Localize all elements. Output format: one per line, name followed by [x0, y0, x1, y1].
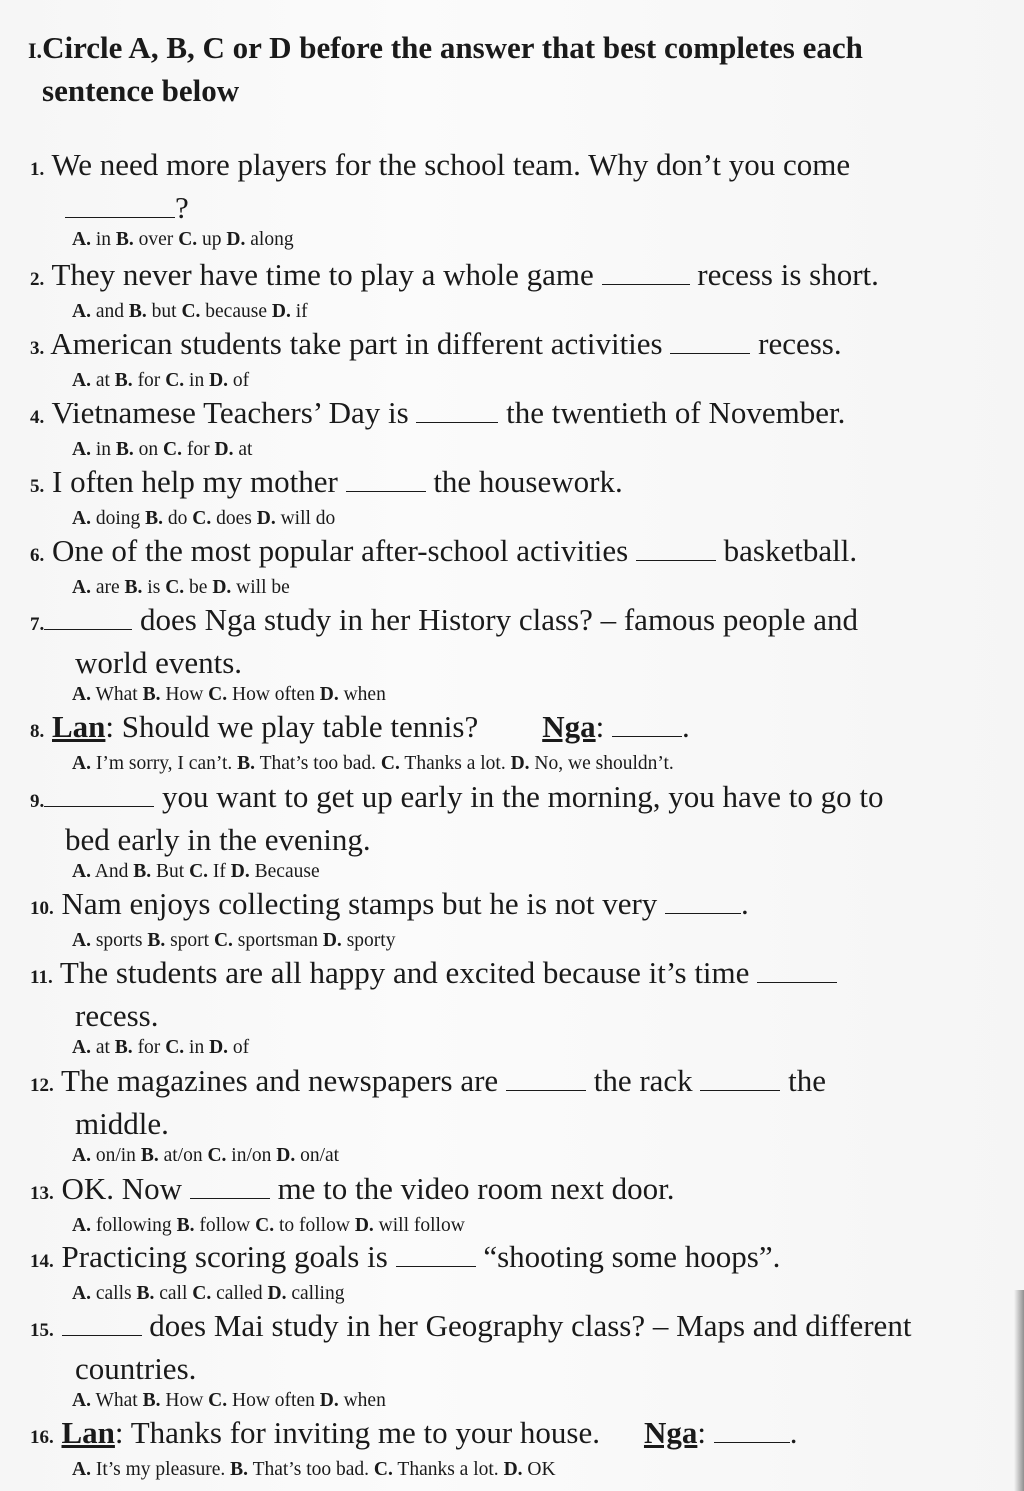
question-stem-end: recess is short. — [697, 257, 879, 292]
option-a-letter: A. — [72, 1145, 91, 1166]
question-stem-end: “shooting some hoops”. — [483, 1239, 781, 1274]
speaker-colon: : — [697, 1415, 706, 1450]
question-6 — [30, 532, 995, 601]
option-b[interactable]: sport — [170, 930, 210, 951]
option-c[interactable]: How often — [232, 684, 315, 705]
option-a-letter: A. — [72, 1283, 91, 1304]
question-number: 8. — [30, 721, 45, 742]
question-stem-start: OK. Now — [61, 1171, 183, 1206]
question-number: 1. — [30, 159, 45, 180]
option-c[interactable]: to follow — [278, 1215, 350, 1236]
question-16 — [30, 1414, 995, 1483]
option-c-letter: C. — [181, 301, 201, 322]
question-stem-end: . — [741, 886, 749, 921]
heading-line-2: sentence below — [42, 73, 240, 108]
option-d-letter: D. — [209, 370, 229, 391]
question-number: 2. — [30, 269, 45, 290]
answer-blank — [757, 956, 837, 983]
question-stem-end: the twentieth of November. — [506, 395, 846, 430]
option-c-letter: C. — [163, 439, 182, 460]
option-a-letter: A. — [72, 1459, 91, 1480]
question-continuation — [30, 189, 995, 227]
option-a[interactable]: doing — [95, 508, 141, 529]
question-number: 9. — [30, 791, 45, 812]
option-b-letter: B. — [114, 370, 133, 391]
option-c-letter: C. — [380, 753, 400, 774]
option-d[interactable]: OK — [527, 1459, 556, 1480]
option-c-letter: C. — [165, 1037, 185, 1058]
question-stem-end: . — [681, 709, 690, 744]
answer-options — [30, 928, 995, 954]
option-b[interactable]: do — [167, 508, 188, 529]
option-d-letter: D. — [319, 1390, 339, 1411]
option-b[interactable]: How — [165, 1390, 204, 1411]
option-d[interactable]: will follow — [378, 1215, 465, 1236]
option-a-letter: A. — [72, 1037, 91, 1058]
answer-blank — [602, 258, 690, 285]
answer-options — [30, 859, 995, 885]
option-a[interactable]: calls — [95, 1283, 132, 1304]
option-d-letter: D. — [256, 508, 276, 529]
option-c[interactable]: does — [216, 508, 252, 529]
option-d[interactable]: calling — [291, 1283, 345, 1304]
question-stem-start: The magazines and newspapers are — [60, 1063, 499, 1098]
option-d[interactable]: will be — [236, 577, 290, 598]
question-stem: does Mai study in her Geography class? – Maps and different — [149, 1308, 912, 1343]
option-a[interactable]: in — [95, 439, 112, 460]
option-b-letter: B. — [147, 930, 166, 951]
speaker-nga: Nga — [542, 709, 596, 744]
option-c[interactable]: Thanks a lot. — [404, 753, 506, 774]
option-d[interactable]: along — [250, 229, 294, 250]
question-stem-end: the housework. — [433, 464, 623, 499]
option-a[interactable]: What — [95, 684, 138, 705]
option-c-letter: C. — [189, 861, 209, 882]
option-d-letter: D. — [276, 1145, 296, 1166]
question-stem-end: the — [788, 1063, 827, 1098]
option-b-letter: B. — [124, 577, 143, 598]
option-c[interactable]: called — [216, 1283, 263, 1304]
option-a[interactable]: It’s my pleasure. — [95, 1459, 226, 1480]
option-b[interactable]: for — [137, 1037, 161, 1058]
question-number: 7. — [30, 614, 45, 635]
option-c[interactable]: in — [189, 1037, 205, 1058]
option-d-letter: D. — [271, 301, 291, 322]
option-d[interactable]: will do — [280, 508, 336, 529]
option-d-letter: D. — [510, 753, 530, 774]
question-text — [30, 885, 995, 928]
option-b[interactable]: That’s too bad. — [259, 753, 377, 774]
option-b[interactable]: over — [138, 229, 174, 250]
option-a[interactable]: and — [95, 301, 124, 322]
question-7 — [30, 601, 995, 708]
question-number: 10. — [30, 898, 54, 919]
answer-blank — [62, 1309, 142, 1336]
answer-blank — [416, 396, 498, 423]
question-11 — [30, 954, 995, 1061]
option-a[interactable]: in — [95, 229, 112, 250]
answer-blank — [346, 465, 426, 492]
question-number: 3. — [30, 338, 45, 359]
question-stem-middle: the rack — [593, 1063, 693, 1098]
answer-options — [30, 682, 995, 708]
question-stem: We need more players for the school team. Why don’t you come — [51, 147, 851, 182]
option-b[interactable]: for — [137, 370, 161, 391]
question-text — [30, 954, 995, 997]
question-text — [30, 708, 995, 751]
option-b[interactable]: That’s too bad. — [252, 1459, 370, 1480]
question-stem-start: They never have time to play a whole game — [51, 257, 594, 292]
option-c[interactable]: in/on — [231, 1145, 272, 1166]
question-text — [30, 532, 995, 575]
question-stem-end: . — [789, 1415, 798, 1450]
answer-options — [30, 368, 995, 394]
option-a[interactable]: I’m sorry, I can’t. — [95, 753, 233, 774]
option-d[interactable]: Because — [254, 861, 320, 882]
option-c[interactable]: because — [205, 301, 267, 322]
option-a[interactable]: at — [95, 1037, 110, 1058]
option-b[interactable]: on — [138, 439, 159, 460]
speaker-lan: Lan — [61, 1415, 115, 1450]
option-d[interactable]: of — [232, 370, 250, 391]
heading-number: I. — [28, 38, 43, 63]
question-text — [30, 394, 995, 437]
option-c-letter: C. — [178, 229, 198, 250]
question-number: 13. — [30, 1183, 54, 1204]
option-c[interactable]: be — [189, 577, 208, 598]
option-c[interactable]: sportsman — [237, 930, 318, 951]
question-15 — [30, 1307, 995, 1414]
option-c-letter: C. — [207, 1145, 227, 1166]
question-number: 12. — [30, 1075, 54, 1096]
option-d[interactable]: on/at — [300, 1145, 340, 1166]
speaker-lan: Lan — [52, 709, 106, 744]
option-d[interactable]: No, we shouldn’t. — [534, 753, 674, 774]
question-stem-end: me to the video room next door. — [277, 1171, 675, 1206]
option-d-letter: D. — [226, 229, 246, 250]
question-text — [30, 325, 995, 368]
question-stem-start: The students are all happy and excited because it’s time — [59, 955, 750, 990]
answer-options — [30, 1281, 995, 1307]
option-c-letter: C. — [165, 577, 185, 598]
option-b[interactable]: at/on — [163, 1145, 203, 1166]
option-a[interactable]: What — [95, 1390, 138, 1411]
option-b-letter: B. — [133, 861, 152, 882]
answer-options — [30, 1213, 995, 1239]
question-continuation: bed early in the evening. — [65, 822, 371, 857]
answer-options — [30, 1388, 995, 1414]
answer-blank — [665, 887, 741, 914]
speaker-nga: Nga — [643, 1415, 698, 1450]
question-number: 4. — [30, 407, 45, 428]
question-continuation: world events. — [75, 645, 243, 680]
question-number: 6. — [30, 545, 45, 566]
question-stem-end: basketball. — [723, 533, 858, 568]
question-stem: : Thanks for inviting me to your house. — [114, 1415, 600, 1450]
option-d-letter: D. — [212, 577, 232, 598]
option-c-letter: C. — [208, 684, 228, 705]
option-b-letter: B. — [115, 229, 134, 250]
question-14 — [30, 1238, 995, 1307]
option-b-letter: B. — [114, 1037, 133, 1058]
option-a-letter: A. — [72, 301, 91, 322]
answer-options — [30, 506, 995, 532]
option-a-letter: A. — [72, 930, 91, 951]
option-d-letter: D. — [214, 439, 234, 460]
question-12 — [30, 1062, 995, 1169]
option-b-letter: B. — [128, 301, 147, 322]
option-a-letter: A. — [72, 439, 91, 460]
option-b-letter: B. — [145, 508, 164, 529]
question-stem-start: Vietnamese Teachers’ Day is — [51, 395, 409, 430]
answer-options — [30, 227, 995, 253]
option-a-letter: A. — [72, 1215, 91, 1236]
option-c[interactable]: Thanks a lot. — [397, 1459, 499, 1480]
option-d[interactable]: if — [295, 301, 308, 322]
question-4 — [30, 394, 995, 463]
question-continuation: countries. — [75, 1351, 197, 1386]
question-text — [30, 256, 995, 299]
question-stem-start: Nam enjoys collecting stamps but he is not very — [61, 886, 658, 921]
option-c[interactable]: up — [202, 229, 222, 250]
option-c-letter: C. — [255, 1215, 275, 1236]
heading-line-1: Circle A, B, C or D before the answer that best completes each — [42, 30, 863, 65]
answer-options — [30, 437, 995, 463]
answer-blank — [714, 1416, 790, 1443]
option-a[interactable]: on/in — [95, 1145, 136, 1166]
option-a[interactable]: are — [95, 577, 120, 598]
answer-blank — [190, 1172, 270, 1199]
option-a[interactable]: And — [94, 861, 129, 882]
question-text — [30, 1307, 995, 1350]
question-stem-end: ? — [175, 190, 189, 225]
question-text — [30, 1414, 995, 1457]
question-13 — [30, 1170, 995, 1239]
option-a-letter: A. — [72, 1390, 91, 1411]
option-d[interactable]: of — [232, 1037, 250, 1058]
option-a-letter: A. — [72, 370, 91, 391]
option-b-letter: B. — [176, 1215, 195, 1236]
question-stem-start: I often help my mother — [52, 464, 338, 499]
option-a[interactable]: at — [95, 370, 110, 391]
question-text — [30, 1238, 995, 1281]
option-d-letter: D. — [354, 1215, 374, 1236]
answer-blank — [612, 710, 682, 737]
question-3 — [30, 325, 995, 394]
question-5 — [30, 463, 995, 532]
option-d-letter: D. — [230, 861, 250, 882]
answer-options — [30, 575, 995, 601]
answer-blank — [636, 534, 716, 561]
option-a-letter: A. — [72, 508, 91, 529]
option-a-letter: A. — [72, 684, 91, 705]
option-d[interactable]: sporty — [346, 930, 396, 951]
answer-options — [30, 751, 995, 777]
question-9 — [30, 778, 995, 885]
question-stem-end: recess. — [758, 326, 842, 361]
option-c[interactable]: If — [212, 861, 226, 882]
answer-options — [30, 1457, 995, 1483]
question-stem-start: One of the most popular after-school activities — [52, 533, 629, 568]
option-b-letter: B. — [140, 1145, 159, 1166]
option-b-letter: B. — [115, 439, 134, 460]
question-number: 5. — [30, 476, 45, 497]
question-text — [30, 778, 995, 821]
option-c-letter: C. — [192, 1283, 212, 1304]
answer-blank — [44, 603, 132, 630]
option-b[interactable]: but — [151, 301, 177, 322]
question-stem-start: Practicing scoring goals is — [61, 1239, 388, 1274]
option-c-letter: C. — [208, 1390, 228, 1411]
option-a-letter: A. — [72, 861, 91, 882]
question-stem: you want to get up early in the morning, you have to go to — [162, 779, 884, 814]
option-c-letter: C. — [213, 930, 233, 951]
question-8 — [30, 708, 995, 777]
question-number: 15. — [30, 1320, 54, 1341]
answer-blank — [396, 1240, 476, 1267]
option-d[interactable]: when — [343, 684, 386, 705]
question-stem: : Should we play table tennis? — [105, 709, 479, 744]
answer-options — [30, 299, 995, 325]
question-2 — [30, 256, 995, 325]
option-c[interactable]: in — [189, 370, 205, 391]
question-text — [30, 146, 995, 189]
question-10 — [30, 885, 995, 954]
answer-blank — [670, 327, 750, 354]
answer-blank — [44, 780, 154, 807]
question-continuation: middle. — [75, 1106, 169, 1141]
answer-blank — [65, 191, 175, 218]
answer-options — [30, 1035, 995, 1061]
question-text — [30, 1170, 995, 1213]
option-a[interactable]: sports — [95, 930, 143, 951]
option-a-letter: A. — [72, 753, 91, 774]
option-d[interactable]: at — [238, 439, 253, 460]
answer-blank-1 — [506, 1064, 586, 1091]
question-number: 16. — [30, 1427, 54, 1448]
option-d[interactable]: when — [343, 1390, 386, 1411]
option-b[interactable]: is — [147, 577, 161, 598]
exercise-heading — [28, 28, 988, 111]
option-d-letter: D. — [319, 684, 339, 705]
speaker-colon: : — [595, 709, 605, 744]
option-a[interactable]: following — [95, 1215, 172, 1236]
option-b[interactable]: But — [156, 861, 185, 882]
question-text — [30, 463, 995, 506]
question-1 — [30, 146, 995, 253]
option-a-letter: A. — [72, 577, 91, 598]
page-edge-shadow — [1014, 1290, 1024, 1491]
option-b-letter: B. — [142, 684, 161, 705]
option-c[interactable]: How often — [232, 1390, 315, 1411]
option-c-letter: C. — [373, 1459, 393, 1480]
option-d-letter: D. — [209, 1037, 229, 1058]
question-continuation: recess. — [75, 998, 159, 1033]
option-d-letter: D. — [322, 930, 342, 951]
question-text — [30, 601, 995, 644]
option-b[interactable]: follow — [199, 1215, 251, 1236]
option-b-letter: B. — [237, 753, 256, 774]
question-stem-start: American students take part in different activities — [50, 326, 663, 361]
option-b-letter: B. — [142, 1390, 161, 1411]
option-b[interactable]: call — [159, 1283, 188, 1304]
option-c[interactable]: for — [186, 439, 210, 460]
question-number: 14. — [30, 1251, 54, 1272]
question-number: 11. — [30, 967, 53, 988]
answer-options — [30, 1143, 995, 1169]
option-b-letter: B. — [136, 1283, 155, 1304]
option-c-letter: C. — [192, 508, 212, 529]
option-a-letter: A. — [72, 229, 91, 250]
answer-blank-2 — [700, 1064, 780, 1091]
question-stem: does Nga study in her History class? – famous people and — [140, 602, 859, 637]
option-b[interactable]: How — [165, 684, 204, 705]
option-c-letter: C. — [165, 370, 185, 391]
option-d-letter: D. — [503, 1459, 523, 1480]
option-b-letter: B. — [230, 1459, 249, 1480]
option-d-letter: D. — [267, 1283, 287, 1304]
question-text — [30, 1062, 995, 1105]
